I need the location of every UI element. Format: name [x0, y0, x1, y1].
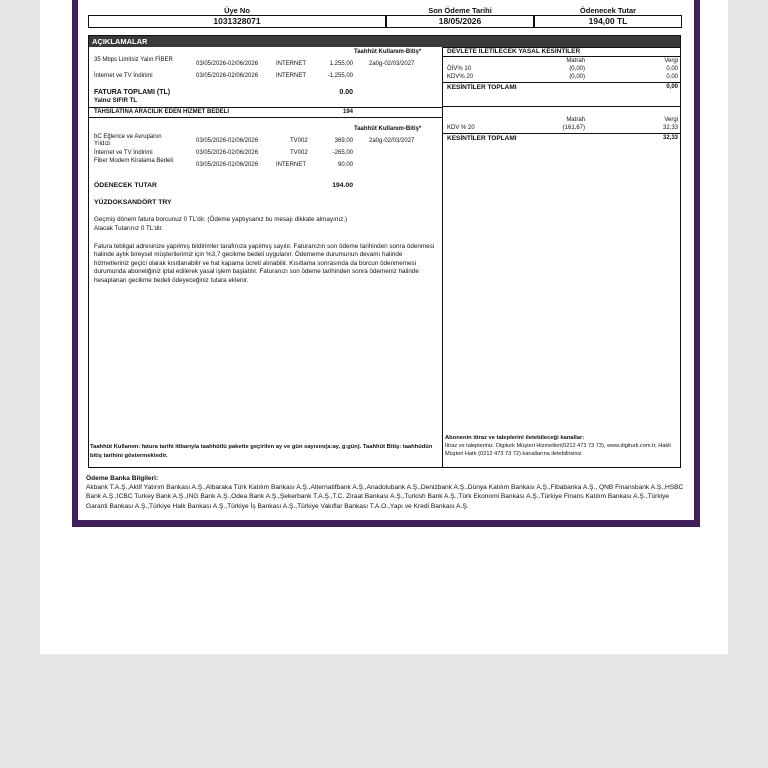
invoice-total-label: FATURA TOPLAMI (TL)	[94, 89, 171, 96]
row4-desc: İnternet ve TV İndirimi	[94, 150, 153, 156]
row2-amount: -1.255,00	[327, 73, 353, 79]
invoice-total-words: Yalnız SIFIR TL	[94, 98, 138, 104]
row3-amount: 369,00	[334, 138, 353, 144]
commitment-footnote: Taahhüt Kullanım: fatura tarihi itibarıyla taahhütlü pakette geçirilen ay ve gün sayısını(a:ay, g:gün). Taahhüt Bitiş: taahhüdün bitiş tarihini göstermektedir.	[90, 444, 433, 459]
row4-type: TV002	[290, 150, 308, 156]
row2-desc: İnternet ve TV İndirimi	[94, 73, 153, 79]
tax-row1-base: (0,00)	[569, 66, 585, 72]
past-debt-note: Geçmiş dönem fatura borcunuz 0 TL'dir. (Ödeme yaptıysanız bu mesajı dikkate almayınız.)	[94, 216, 348, 223]
bank-info	[86, 474, 686, 511]
section-divider-1	[89, 107, 442, 108]
due-date-label: Son Ödeme Tarihi	[428, 6, 492, 15]
row3-period: 03/05/2026-02/06/2026	[196, 138, 259, 144]
tax-row1-tax: 0,00	[666, 66, 678, 72]
tax-total2-top-line	[443, 133, 680, 134]
column-divider	[442, 47, 443, 467]
tax-row3-tax: 32,33	[662, 125, 678, 131]
row3-type: TV002	[290, 138, 308, 144]
member-no-label: Üye No	[224, 6, 250, 15]
collection-value: 194	[342, 109, 353, 115]
row5-amount: 90,00	[337, 162, 353, 168]
row1-desc: 35 Mbps Limitsiz Yalın FİBER	[94, 57, 173, 63]
tax-total-label-2: KESİNTİLER TOPLAMI	[447, 135, 517, 142]
row3-desc: bC Eğlence ve Avrupanın Yıldızı	[94, 134, 162, 147]
credit-note: Alacak Tutarınız 0 TL'dir.	[94, 225, 163, 232]
commit-header: Taahhüt Kullanım-Bitiş*	[354, 49, 422, 55]
row1-commit: 2a0g-02/03/2027	[369, 61, 415, 67]
amount-label: Ödenecek Tutar	[579, 6, 637, 15]
explanations-title: AÇIKLAMALAR	[89, 36, 680, 47]
member-no-value: 1031328071	[88, 15, 386, 28]
tax-title: DEVLETE İLETİLECEK YASAL KESİNTİLER	[447, 48, 581, 55]
payable-value: 194.00	[332, 182, 353, 189]
bank-info-title: Ödeme Banka Bilgileri:	[86, 475, 159, 482]
tax-row2-base: (0,00)	[569, 74, 585, 80]
amount-value: 194,00 TL	[534, 15, 682, 28]
tax-total-value: 0,00	[666, 84, 678, 90]
tax-row2-name: KDV% 20	[447, 74, 474, 80]
tax-row3-name: KDV % 20	[447, 125, 475, 131]
tax-section2-line	[443, 106, 680, 107]
commit-header-2: Taahhüt Kullanım-Bitiş*	[354, 126, 422, 132]
tax-base-header-2: Matrah	[566, 117, 585, 123]
invoice-total-value: 0.00	[339, 89, 353, 96]
tax-header-2: Vergi	[664, 117, 678, 123]
row5-type: INTERNET	[276, 162, 306, 168]
tax-row1-name: ÖİV% 10	[447, 66, 472, 72]
tax-base-header: Matrah	[566, 58, 585, 64]
row5-desc: Fiber Modem Kiralama Bedeli	[94, 158, 174, 164]
collection-label: TAHSİLATINA ARACILIK EDEN HİZMET BEDELİ	[94, 109, 229, 115]
payable-label: ÖDENECEK TUTAR	[94, 182, 157, 189]
row1-type: INTERNET	[276, 61, 306, 67]
row2-type: INTERNET	[276, 73, 306, 79]
tax-row2-tax: 0,00	[666, 74, 678, 80]
legal-notice: Fatura tebligat adresinize yapılmış bildirimler tarafınıza yapılmış sayılır. Faturanızın son ödeme tarihinden sonra ödenmesi halinde aylık bireysel müşterilerimiz için %3,7 gecikme bedeli uygulanır. Ödememe durumunun devamı halinde hizmetleriniz geçici olarak kısıtlanabilir ve hat kapama ücreti alınabilir. Kısıtlama sonrasında da borcun ödenmemesi durumunda aboneliğiniz iptal edilerek yasal işlem başlatılır. Faturanızı son ödeme tarihinden sonra ödemeniz halinde hesaplanan gecikme bedeli ödeyeceğiniz tutara eklenir.	[94, 243, 435, 284]
tax-total-value-2: 32,33	[662, 135, 678, 141]
tax-title-line	[443, 56, 680, 57]
tax-total-top-line	[443, 82, 680, 83]
objection-title: Abonenin itiraz ve taleplerini iletebileceği kanallar:	[445, 435, 585, 441]
row1-period: 03/05/2026-02/06/2026	[196, 61, 259, 67]
row5-period: 03/05/2026-02/06/2026	[196, 162, 259, 168]
due-date-value: 18/05/2026	[386, 15, 534, 28]
bank-list: Akbank T.A.Ş.,Aktif Yatırım Bankası A.Ş.,Albaraka Türk Katılım Bankası A.Ş.,Alternatifbank A.Ş.,Anadolubank A.Ş.,Denizbank A.Ş.,Dünya Katılım Bankası A.Ş.,Fibabanka A.Ş., QNB Finansbank A.Ş.,HSBC Bank A.Ş.,ICBC Turkey Bank A.Ş.,ING Bank A.Ş.,Odea Bank A.Ş.,Şekerbank T.A.Ş.,T.C. Ziraat Bankası A.Ş.,Turkish Bank A.Ş.,Türk Ekonomi Bankası A.Ş.,Türkiye Finans Katılım Bankası A.Ş.,Türkiye Garanti Bankası A.Ş.,Türkiye Halk Bankası A.Ş.,Türkiye İş Bankası A.Ş.,Türkiye Vakıflar Bankası T.A.O.,Yapı ve Kredi Bankası A.Ş.	[86, 484, 684, 510]
row1-amount: 1.255,00	[329, 61, 353, 67]
row4-amount: -265,00	[332, 150, 353, 156]
payable-words: YÜZDOKSANDÖRT TRY	[94, 199, 172, 206]
row3-commit: 2a0g-02/03/2027	[369, 138, 415, 144]
row2-period: 03/05/2026-02/06/2026	[196, 73, 259, 79]
tax-total-label: KESİNTİLER TOPLAMI	[447, 84, 517, 91]
tax-header: Vergi	[664, 58, 678, 64]
row4-period: 03/05/2026-02/06/2026	[196, 150, 259, 156]
section-divider-2	[89, 117, 442, 118]
objection-text: İtiraz ve talepleriniz. Digiturk Müşteri Hizmetleri(0212 473 73 73), www.digiturk.com.tr, Hakli Müşteri Hattı (0212 473 73 72) kanallarına iletebilirsiniz	[445, 443, 671, 457]
tax-row3-base: (161,67)	[562, 125, 585, 131]
